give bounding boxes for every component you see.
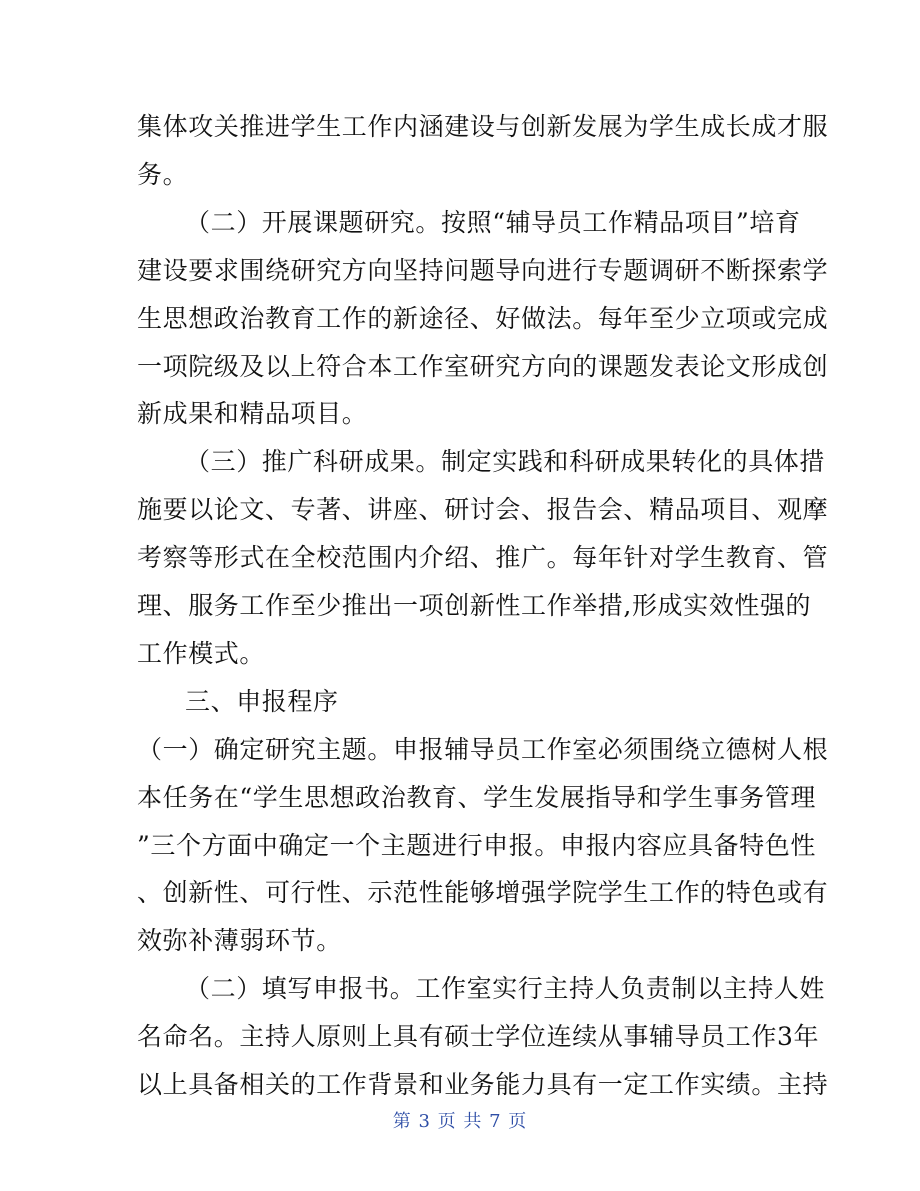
body-line: 建设要求围绕研究方向坚持问题导向进行专题调研不断探索学: [137, 256, 829, 285]
body-line: 考察等形式在全校范围内介绍、推广。每年针对学生教育、管: [137, 543, 829, 572]
body-line: 一项院级及以上符合本工作室研究方向的课题发表论文形成创: [137, 352, 829, 381]
body-line: 施要以论文、专著、讲座、研讨会、报告会、精品项目、观摩: [137, 495, 829, 524]
body-line: 新成果和精品项目。: [137, 399, 368, 428]
body-line: 工作模式。: [137, 639, 266, 668]
body-line: （二）开展课题研究。按照“辅导员工作精品项目”培育: [185, 208, 801, 237]
body-line: ”三个方面中确定一个主题进行申报。申报内容应具备特色性: [137, 831, 816, 860]
body-line: 集体攻关推进学生工作内涵建设与创新发展为学生成长成才服: [137, 112, 829, 141]
body-line: 以上具备相关的工作背景和业务能力具有一定工作实绩。主持: [137, 1070, 829, 1099]
body-line: 生思想政治教育工作的新途径、好做法。每年至少立项或完成: [137, 304, 829, 333]
body-line: 名命名。主持人原则上具有硕士学位连续从事辅导员工作3年: [137, 1022, 820, 1051]
body-line: （三）推广科研成果。制定实践和科研成果转化的具体措: [185, 447, 826, 476]
body-line: 本任务在“学生思想政治教育、学生发展指导和学生事务管理: [137, 783, 816, 812]
page-number: 第 3 页 共 7 页: [392, 1111, 528, 1132]
body-line: 务。: [137, 160, 189, 189]
body-line: （一）确定研究主题。申报辅导员工作室必须围绕立德树人根: [137, 735, 829, 764]
body-line: 理、服务工作至少推出一项创新性工作举措,形成实效性强的: [137, 591, 812, 620]
body-line: 效弥补薄弱环节。: [137, 926, 342, 955]
body-line: （二）填写申报书。工作室实行主持人负责制以主持人姓: [185, 974, 826, 1003]
section-heading: 三、申报程序: [185, 687, 339, 716]
body-line: 、创新性、可行性、示范性能够增强学院学生工作的特色或有: [137, 878, 829, 907]
